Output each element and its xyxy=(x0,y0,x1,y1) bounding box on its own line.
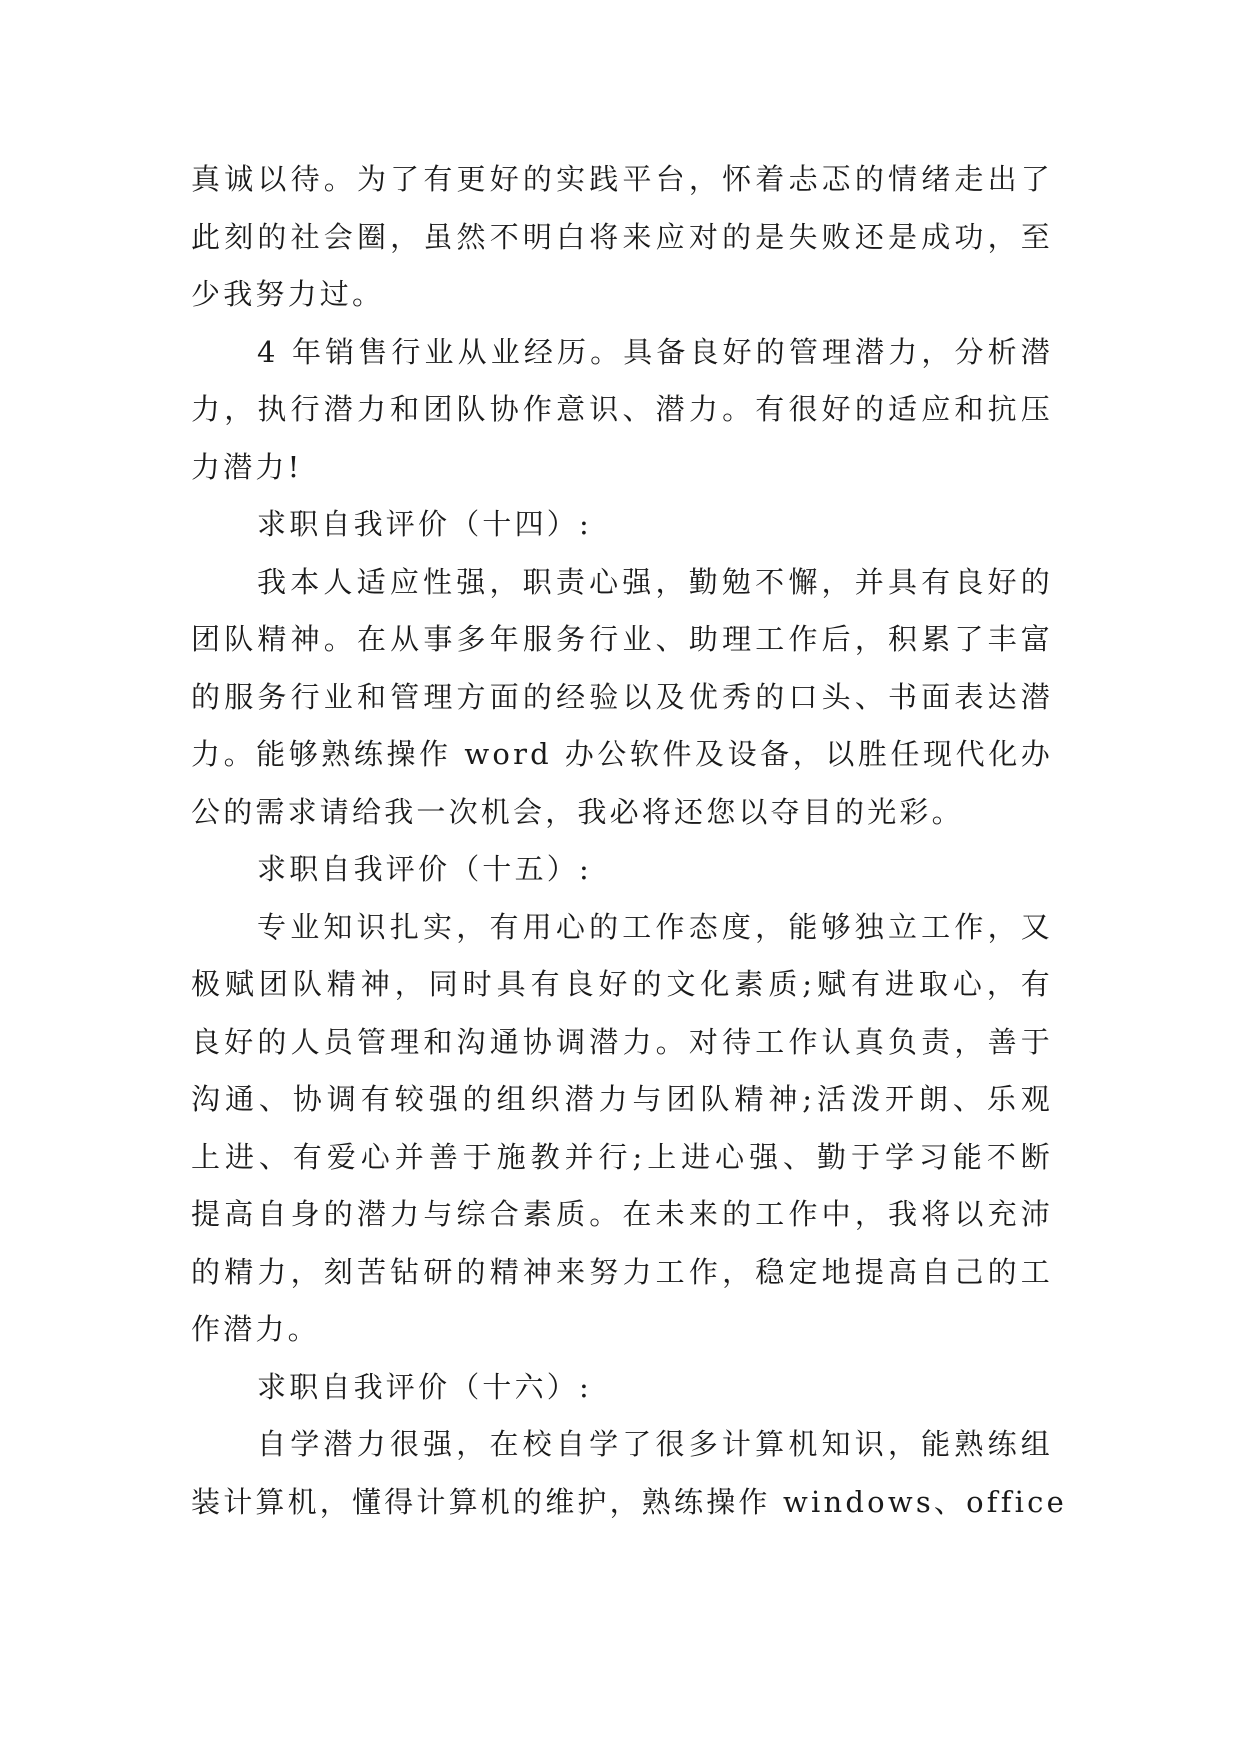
text-line: 力。能够熟练操作 word 办公软件及设备，以胜任现代化办 xyxy=(191,737,1053,771)
text-line: 上进、有爱心并善于施教并行;上进心强、勤于学习能不断 xyxy=(191,1139,1053,1174)
text-line: 团队精神。在从事多年服务行业、助理工作后，积累了丰富 xyxy=(191,622,1053,656)
text-line: 作潜力。 xyxy=(191,1312,320,1346)
text-line: 4 年销售行业从业经历。具备良好的管理潜力，分析潜 xyxy=(257,334,1053,369)
text-line: 求职自我评价（十四）: xyxy=(257,507,592,541)
text-line: 装计算机，懂得计算机的维护，熟练操作 windows、office xyxy=(191,1484,1067,1519)
text-line: 真诚以待。为了有更好的实践平台，怀着忐忑的情绪走出了 xyxy=(191,162,1053,196)
text-line: 的服务行业和管理方面的经验以及优秀的口头、书面表达潜 xyxy=(191,679,1053,714)
text-line: 求职自我评价（十六）: xyxy=(257,1369,592,1404)
text-line: 极赋团队精神，同时具有良好的文化素质;赋有进取心，有 xyxy=(191,967,1053,1001)
text-line: 力潜力! xyxy=(191,449,303,484)
text-line: 力，执行潜力和团队协作意识、潜力。有很好的适应和抗压 xyxy=(191,392,1053,426)
text-line: 求职自我评价（十五）: xyxy=(257,852,592,886)
text-line: 我本人适应性强，职责心强，勤勉不懈，并具有良好的 xyxy=(257,564,1053,599)
text-line: 专业知识扎实，有用心的工作态度，能够独立工作，又 xyxy=(257,909,1053,944)
text-line: 提高自身的潜力与综合素质。在未来的工作中，我将以充沛 xyxy=(191,1197,1053,1231)
document-body xyxy=(191,151,1067,1531)
text-line: 的精力，刻苦钻研的精神来努力工作，稳定地提高自己的工 xyxy=(191,1254,1053,1289)
text-line: 良好的人员管理和沟通协调潜力。对待工作认真负责，善于 xyxy=(191,1024,1053,1059)
text-line: 此刻的社会圈，虽然不明白将来应对的是失败还是成功，至 xyxy=(191,219,1053,254)
text-line: 少我努力过。 xyxy=(191,277,385,311)
text-line: 公的需求请给我一次机会，我必将还您以夺目的光彩。 xyxy=(191,794,964,829)
text-line: 自学潜力很强，在校自学了很多计算机知识，能熟练组 xyxy=(257,1427,1053,1461)
text-line: 沟通、协调有较强的组织潜力与团队精神;活泼开朗、乐观 xyxy=(191,1082,1053,1116)
